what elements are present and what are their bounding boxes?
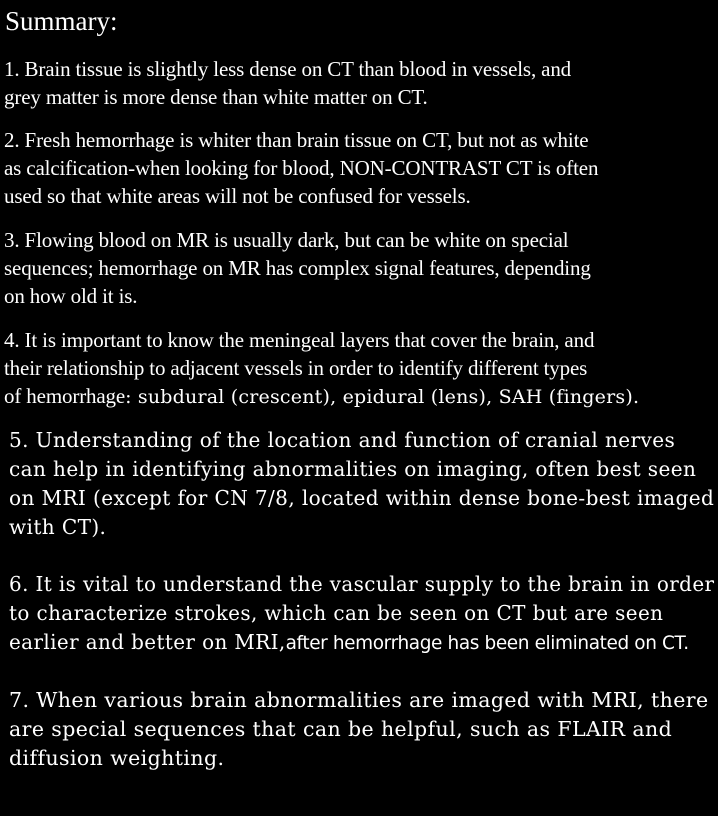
point-line-start: earlier and better on MRI, [9, 630, 286, 654]
point-line: grey matter is more dense than white matter on CT. [4, 85, 428, 109]
point-line: can help in identifying abnormalities on imaging, often best seen [9, 457, 697, 481]
point-line [9, 628, 714, 658]
point-line [4, 382, 639, 411]
summary-point-1 [4, 55, 571, 111]
point-line: used so that white areas will not be confused for vessels. [4, 184, 471, 208]
point-line: on how old it is. [4, 284, 138, 308]
point-line: 5. Understanding of the location and function of cranial nerves [9, 428, 676, 452]
point-line-tail: after hemorrhage has been eliminated on CT. [285, 632, 689, 654]
point-line: diffusion weighting. [9, 746, 225, 770]
point-line: 6. It is vital to understand the vascular supply to the brain in order [9, 572, 715, 596]
point-line: to characterize strokes, which can be seen on CT but are seen [9, 601, 664, 625]
point-line-tail: : subdural (crescent), epidural (lens), SAH (fingers). [125, 386, 640, 408]
summary-point-3 [4, 226, 591, 310]
summary-point-6 [9, 570, 718, 658]
point-line: 3. Flowing blood on MR is usually dark, but can be white on special [4, 228, 569, 252]
point-line: are special sequences that can be helpful, such as FLAIR and [9, 717, 673, 741]
slide-title: Summary: [5, 6, 118, 36]
point-line-start: of hemorrhage [4, 384, 126, 408]
point-line: with CT). [9, 515, 107, 539]
point-line: 7. When various brain abnormalities are imaged with MRI, there [9, 688, 709, 712]
point-line: 4. It is important to know the meningeal layers that cover the brain, and [4, 328, 595, 352]
summary-point-7 [9, 686, 709, 773]
summary-point-2 [4, 126, 598, 210]
point-line: their relationship to adjacent vessels in order to identify different types [4, 356, 588, 380]
point-line: 2. Fresh hemorrhage is whiter than brain tissue on CT, but not as white [4, 128, 589, 152]
point-line: on MRI (except for CN 7/8, located within dense bone-best imaged [9, 486, 715, 510]
point-line: sequences; hemorrhage on MR has complex signal features, depending [4, 256, 591, 280]
point-line: 1. Brain tissue is slightly less dense on CT than blood in vessels, and [4, 57, 572, 81]
point-line: as calcification-when looking for blood, NON-CONTRAST CT is often [4, 156, 599, 180]
summary-point-4 [4, 326, 639, 411]
summary-point-5 [9, 426, 718, 542]
